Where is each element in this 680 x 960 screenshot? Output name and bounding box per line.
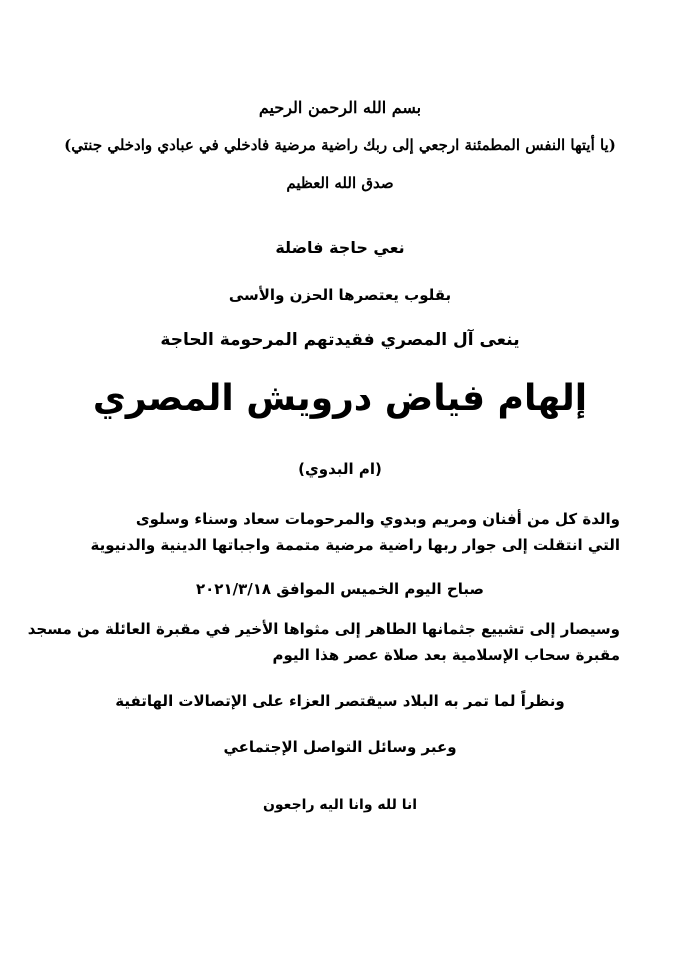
quran-verse: (يا أيتها النفس المطمئنة ارجعي إلى ربك راضية مرضية فادخلي في عبادي وادخلي جنتي): [64, 136, 616, 154]
funeral-line-2: مقبرة سحاب الإسلامية بعد صلاة عصر هذا اليوم: [272, 646, 620, 664]
family-line-1: والدة كل من أفنان ومريم وبدوي والمرحومات سعاد وسناء وسلوى: [135, 510, 620, 528]
funeral-line-1: وسيصار إلى تشييع جثمانها الطاهر إلى مثواها الأخير في مقبرة العائلة من مسجد: [27, 620, 620, 638]
closing-verse: انا لله وانا اليه راجعون: [262, 797, 418, 813]
basmala: بسم الله الرحمن الرحيم: [258, 98, 422, 117]
deceased-name: إلهام فياض درويش المصري: [92, 378, 588, 419]
funeral-paragraph: [27, 616, 620, 668]
sadaq-line: صدق الله العظيم: [286, 174, 394, 192]
social-media-line: وعبر وسائل التواصل الإجتماعي: [223, 738, 457, 756]
family-paragraph: [60, 506, 620, 558]
obituary-title: نعي حاجة فاضلة: [275, 238, 405, 257]
family-line-2: التي انتقلت إلى جوار ربها راضية مرضية متممة واجباتها الدينية والدنيوية: [90, 536, 620, 554]
deceased-nickname: (ام البدوي): [298, 460, 382, 478]
obituary-intro: ينعى آل المصري فقيدتهم المرحومة الحاجة: [160, 330, 520, 350]
date-line: صباح اليوم الخميس الموافق ٢٠٢١/٣/١٨: [196, 580, 484, 598]
condolence-line: ونظراً لما تمر به البلاد سيقتصر العزاء على الإتصالات الهاتفية: [115, 692, 565, 710]
obituary-subtitle: بقلوب يعتصرها الحزن والأسى: [228, 286, 452, 304]
